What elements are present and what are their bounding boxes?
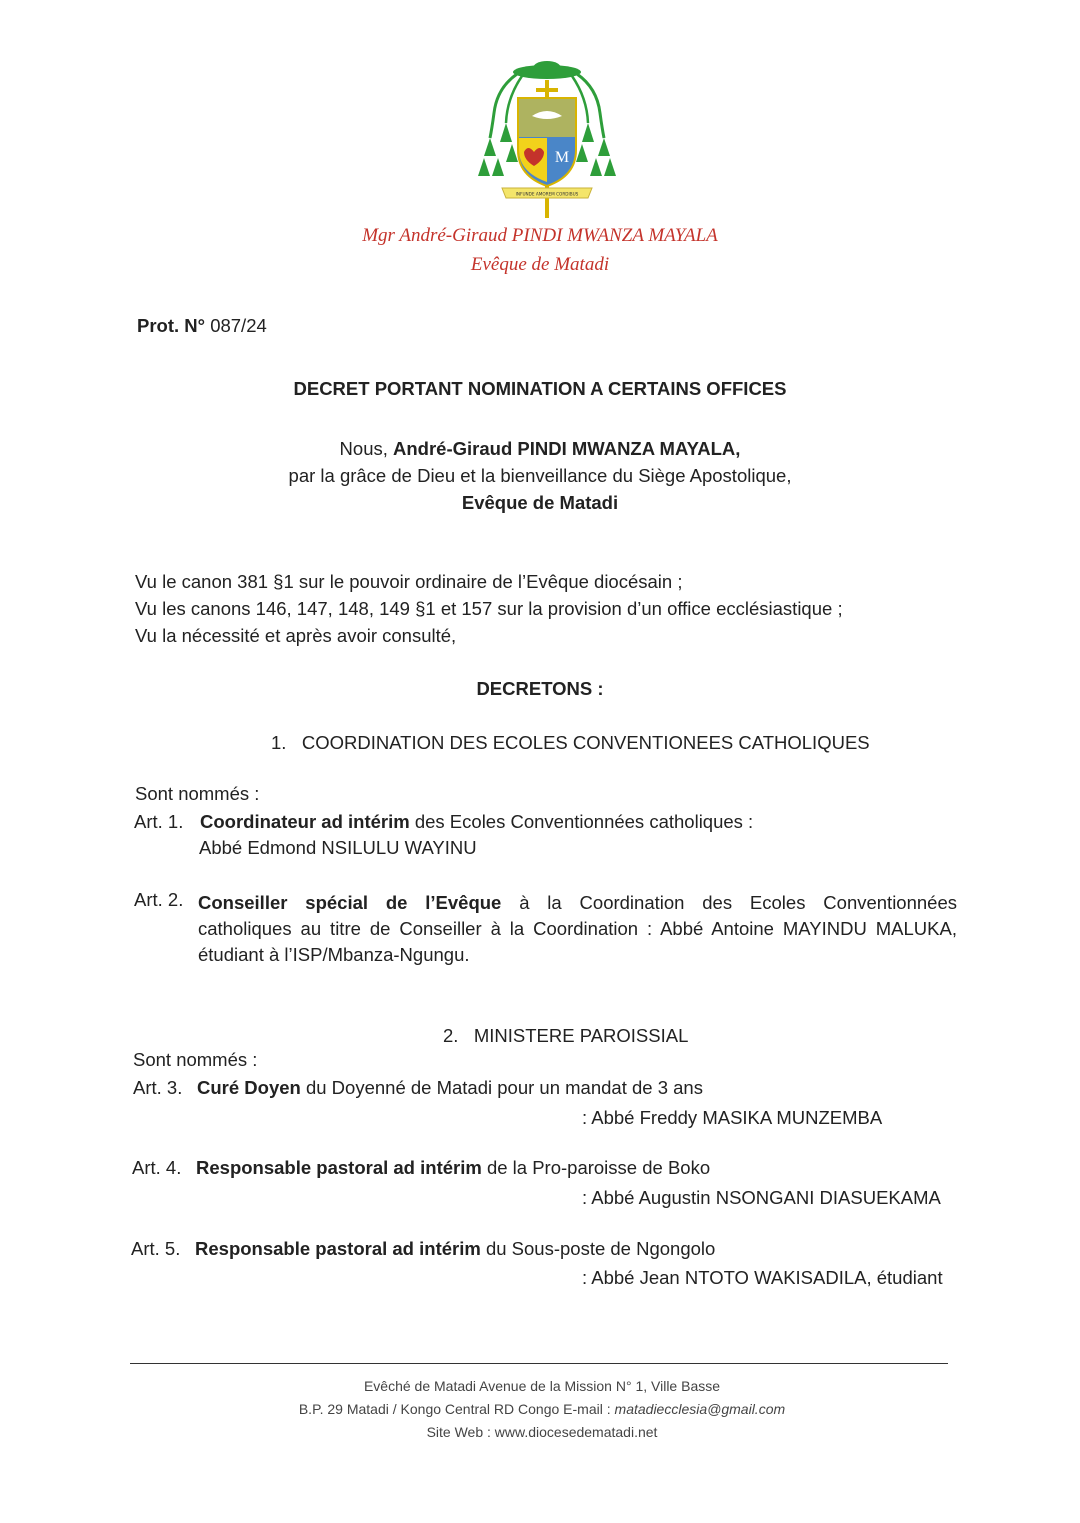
- section-1-heading: [271, 732, 870, 754]
- art-2-role: Conseiller spécial de l’Evêque: [198, 892, 502, 913]
- art-4-role: Responsable pastoral ad intérim: [196, 1157, 482, 1178]
- art-5-line-1: Responsable pastoral ad intérim du Sous-poste de Ngongolo: [195, 1238, 716, 1259]
- art-1-line-1: Coordinateur ad intérim des Ecoles Conventionnées catholiques :: [200, 811, 754, 832]
- section-2-intro: Sont nommés :: [133, 1049, 258, 1070]
- bishop-title-header: Evêque de Matadi: [470, 254, 610, 275]
- intro-line-2: par la grâce de Dieu et la bienveillance du Siège Apostolique,: [288, 465, 792, 486]
- art-1-role: Coordinateur ad intérim: [200, 811, 410, 832]
- art-4-label: Art. 4.: [132, 1157, 182, 1178]
- intro-line-1: Nous, André-Giraud PINDI MWANZA MAYALA,: [339, 438, 741, 459]
- decree-title: DECRET PORTANT NOMINATION A CERTAINS OFFICES: [293, 378, 787, 399]
- coat-of-arms-emblem: [472, 58, 622, 218]
- protocol-number: [137, 315, 267, 337]
- art-3-appointee: : Abbé Freddy MASIKA MUNZEMBA: [582, 1107, 883, 1128]
- section-1-number: 1.: [271, 732, 287, 753]
- art-4-line-1: Responsable pastoral ad intérim de la Pro-paroisse de Boko: [196, 1157, 711, 1178]
- art-3-role: Curé Doyen: [197, 1077, 301, 1098]
- intro-line-3: Evêque de Matadi: [461, 492, 619, 513]
- art-3-label: Art. 3.: [133, 1077, 183, 1098]
- section-2-number: 2.: [443, 1025, 459, 1046]
- consideration-1: Vu le canon 381 §1 sur le pouvoir ordinaire de l’Evêque diocésain ;: [135, 571, 683, 592]
- art-2-line-3: étudiant à l’ISP/Mbanza-Ngungu.: [198, 944, 470, 965]
- consideration-3: Vu la nécessité et après avoir consulté,: [135, 625, 457, 646]
- bishop-name-header: Mgr André-Giraud PINDI MWANZA MAYALA: [362, 225, 718, 246]
- section-2-title: MINISTERE PAROISSIAL: [473, 1025, 689, 1046]
- art-2-line-1: Conseiller spécial de l’Evêque à la Coordination des Ecoles Conventionnées: [198, 892, 957, 913]
- motto-ribbon: INFUNDE AMOREM CORDIBUS: [515, 191, 579, 197]
- art-5-role: Responsable pastoral ad intérim: [195, 1238, 481, 1259]
- emblem-monogram: M: [554, 149, 570, 166]
- footer-website[interactable]: Site Web : www.diocesedematadi.net: [426, 1424, 658, 1440]
- section-2-heading: [443, 1025, 688, 1047]
- footer-email-link[interactable]: matadiecclesia@gmail.com: [614, 1401, 786, 1417]
- art-1-appointee: Abbé Edmond NSILULU WAYINU: [199, 837, 477, 858]
- footer-divider: [130, 1363, 948, 1364]
- art-1-label: Art. 1.: [134, 811, 184, 832]
- art-5-label: Art. 5.: [131, 1238, 181, 1259]
- section-1-title: COORDINATION DES ECOLES CONVENTIONEES CATHOLIQUES: [301, 732, 870, 753]
- footer-address: Evêché de Matadi Avenue de la Mission N° 1, Ville Basse: [363, 1378, 721, 1394]
- art-3-line-1: Curé Doyen du Doyenné de Matadi pour un mandat de 3 ans: [197, 1077, 703, 1098]
- footer-contact: B.P. 29 Matadi / Kongo Central RD Congo E-mail : matadiecclesia@gmail.com: [298, 1401, 786, 1417]
- art-2-line-2: catholiques au titre de Conseiller à la Coordination : Abbé Antoine MAYINDU MALUKA,: [198, 918, 957, 939]
- decree-heading: DECRETONS :: [476, 678, 604, 699]
- bishop-full-name: André-Giraud PINDI MWANZA MAYALA,: [393, 438, 741, 459]
- consideration-2: Vu les canons 146, 147, 148, 149 §1 et 157 sur la provision d’un office ecclésiastique ;: [135, 598, 843, 619]
- art-5-appointee: : Abbé Jean NTOTO WAKISADILA, étudiant: [582, 1267, 943, 1288]
- protocol-label: Prot. N°: [137, 315, 206, 336]
- protocol-value: 087/24: [210, 315, 267, 336]
- art-2-label: Art. 2.: [134, 889, 184, 910]
- art-4-appointee: : Abbé Augustin NSONGANI DIASUEKAMA: [582, 1187, 941, 1208]
- section-1-intro: Sont nommés :: [135, 783, 260, 804]
